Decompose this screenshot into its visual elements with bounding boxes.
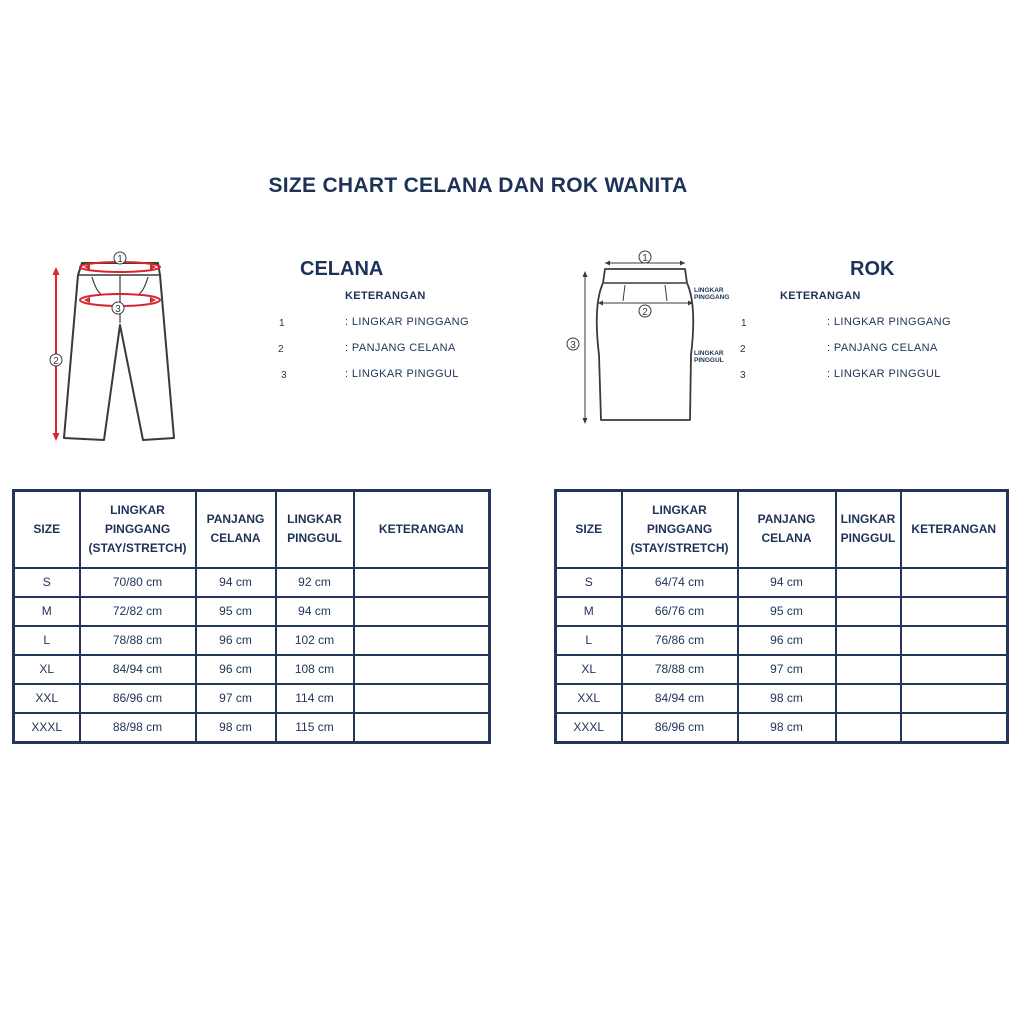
header-lingkar-pinggul: LINGKAR PINGGUL (276, 491, 354, 568)
celana-legend-text-1: : LINGKAR PINGGANG (345, 316, 469, 328)
cell-lingkar-pinggul (836, 626, 901, 655)
cell-lingkar-pinggang: 78/88 cm (622, 655, 738, 684)
table-row (556, 713, 1008, 743)
cell-panjang: 96 cm (196, 626, 276, 655)
cell-lingkar-pinggul: 114 cm (276, 684, 354, 713)
cell-panjang: 97 cm (196, 684, 276, 713)
header-size: SIZE (556, 491, 622, 568)
celana-legend-num-1: 1 (279, 318, 285, 329)
table-row (14, 713, 490, 743)
table-row (14, 655, 490, 684)
rok-legend-text-2: : PANJANG CELANA (827, 342, 938, 354)
celana-legend-text-2: : PANJANG CELANA (345, 342, 456, 354)
table-row (556, 655, 1008, 684)
header-panjang-celana: PANJANG CELANA (738, 491, 836, 568)
cell-keterangan (354, 626, 490, 655)
skirt-hip-label (694, 350, 724, 364)
cell-lingkar-pinggul: 92 cm (276, 568, 354, 597)
celana-legend-text-3: : LINGKAR PINGGUL (345, 368, 459, 380)
celana-keterangan-label: KETERANGAN (345, 290, 426, 302)
cell-lingkar-pinggang: 78/88 cm (80, 626, 196, 655)
skirt-hip-label-line2: PINGGUL (694, 357, 724, 364)
cell-lingkar-pinggang: 88/98 cm (80, 713, 196, 743)
cell-keterangan (354, 568, 490, 597)
pants-mark-2: 2 (53, 356, 59, 367)
skirt-mark-2: 2 (642, 307, 648, 318)
cell-keterangan (901, 713, 1008, 743)
rok-legend-num-3: 3 (740, 370, 746, 381)
cell-panjang: 95 cm (196, 597, 276, 626)
pants-mark-3: 3 (115, 304, 121, 315)
rok-legend-text-1: : LINGKAR PINGGANG (827, 316, 951, 328)
skirt-mark-3: 3 (570, 340, 576, 351)
cell-panjang: 94 cm (196, 568, 276, 597)
celana-legend-num-3: 3 (281, 370, 287, 381)
cell-lingkar-pinggang: 86/96 cm (622, 713, 738, 743)
cell-lingkar-pinggul (836, 568, 901, 597)
cell-panjang: 98 cm (738, 713, 836, 743)
cell-lingkar-pinggang: 64/74 cm (622, 568, 738, 597)
cell-panjang: 98 cm (196, 713, 276, 743)
cell-panjang: 98 cm (738, 684, 836, 713)
header-lingkar-pinggang: LINGKAR PINGGANG (STAY/STRETCH) (80, 491, 196, 568)
skirt-waist-label-line2: PINGGANG (694, 294, 730, 301)
cell-size: XXL (14, 684, 80, 713)
cell-lingkar-pinggang: 70/80 cm (80, 568, 196, 597)
cell-lingkar-pinggang: 66/76 cm (622, 597, 738, 626)
cell-keterangan (901, 626, 1008, 655)
cell-lingkar-pinggul: 115 cm (276, 713, 354, 743)
table-header-row (14, 491, 490, 568)
header-lingkar-pinggul: LINGKAR PINGGUL (836, 491, 901, 568)
header-panjang-celana: PANJANG CELANA (196, 491, 276, 568)
cell-size: L (556, 626, 622, 655)
cell-size: XXXL (556, 713, 622, 743)
cell-keterangan (901, 568, 1008, 597)
cell-lingkar-pinggul (836, 655, 901, 684)
cell-size: S (14, 568, 80, 597)
size-table-celana (12, 489, 491, 744)
skirt-waist-label (694, 287, 729, 301)
cell-panjang: 95 cm (738, 597, 836, 626)
cell-size: XL (556, 655, 622, 684)
skirt-outline (597, 269, 694, 420)
rok-legend-num-2: 2 (740, 344, 746, 355)
cell-keterangan (901, 597, 1008, 626)
cell-lingkar-pinggul: 108 cm (276, 655, 354, 684)
cell-lingkar-pinggul: 102 cm (276, 626, 354, 655)
table-row (556, 684, 1008, 713)
cell-panjang: 96 cm (738, 626, 836, 655)
cell-keterangan (901, 684, 1008, 713)
cell-lingkar-pinggul (836, 713, 901, 743)
table-row (556, 597, 1008, 626)
cell-lingkar-pinggul (836, 684, 901, 713)
cell-size: M (14, 597, 80, 626)
celana-heading: CELANA (300, 258, 384, 280)
cell-keterangan (354, 655, 490, 684)
table-row (14, 597, 490, 626)
cell-panjang: 97 cm (738, 655, 836, 684)
cell-keterangan (901, 655, 1008, 684)
skirt-waist-label-line1: LINGKAR (694, 287, 724, 294)
pants-diagram (40, 245, 190, 450)
header-lingkar-pinggang: LINGKAR PINGGANG (STAY/STRETCH) (622, 491, 738, 568)
table-row (14, 684, 490, 713)
table-row (556, 568, 1008, 597)
cell-panjang: 96 cm (196, 655, 276, 684)
page-title: SIZE CHART CELANA DAN ROK WANITA (268, 174, 688, 197)
cell-size: XXL (556, 684, 622, 713)
cell-size: S (556, 568, 622, 597)
cell-size: XXXL (14, 713, 80, 743)
header-size: SIZE (14, 491, 80, 568)
size-table-rok (554, 489, 1009, 744)
cell-lingkar-pinggang: 76/86 cm (622, 626, 738, 655)
header-keterangan: KETERANGAN (354, 491, 490, 568)
skirt-diagram (563, 245, 743, 430)
cell-keterangan (354, 597, 490, 626)
rok-legend-text-3: : LINGKAR PINGGUL (827, 368, 941, 380)
cell-size: L (14, 626, 80, 655)
cell-lingkar-pinggul: 94 cm (276, 597, 354, 626)
cell-lingkar-pinggang: 84/94 cm (622, 684, 738, 713)
cell-lingkar-pinggang: 86/96 cm (80, 684, 196, 713)
cell-size: M (556, 597, 622, 626)
pants-outline (64, 263, 174, 440)
skirt-mark-1: 1 (642, 253, 648, 264)
skirt-hip-label-line1: LINGKAR (694, 350, 724, 357)
celana-legend-num-2: 2 (278, 344, 284, 355)
cell-lingkar-pinggang: 72/82 cm (80, 597, 196, 626)
pants-mark-1: 1 (117, 254, 123, 265)
header-keterangan: KETERANGAN (901, 491, 1008, 568)
cell-keterangan (354, 713, 490, 743)
rok-legend-num-1: 1 (741, 318, 747, 329)
cell-size: XL (14, 655, 80, 684)
cell-panjang: 94 cm (738, 568, 836, 597)
table-row (14, 568, 490, 597)
cell-keterangan (354, 684, 490, 713)
rok-keterangan-label: KETERANGAN (780, 290, 861, 302)
table-header-row (556, 491, 1008, 568)
table-row (14, 626, 490, 655)
cell-lingkar-pinggang: 84/94 cm (80, 655, 196, 684)
table-row (556, 626, 1008, 655)
cell-lingkar-pinggul (836, 597, 901, 626)
rok-heading: ROK (850, 258, 895, 280)
